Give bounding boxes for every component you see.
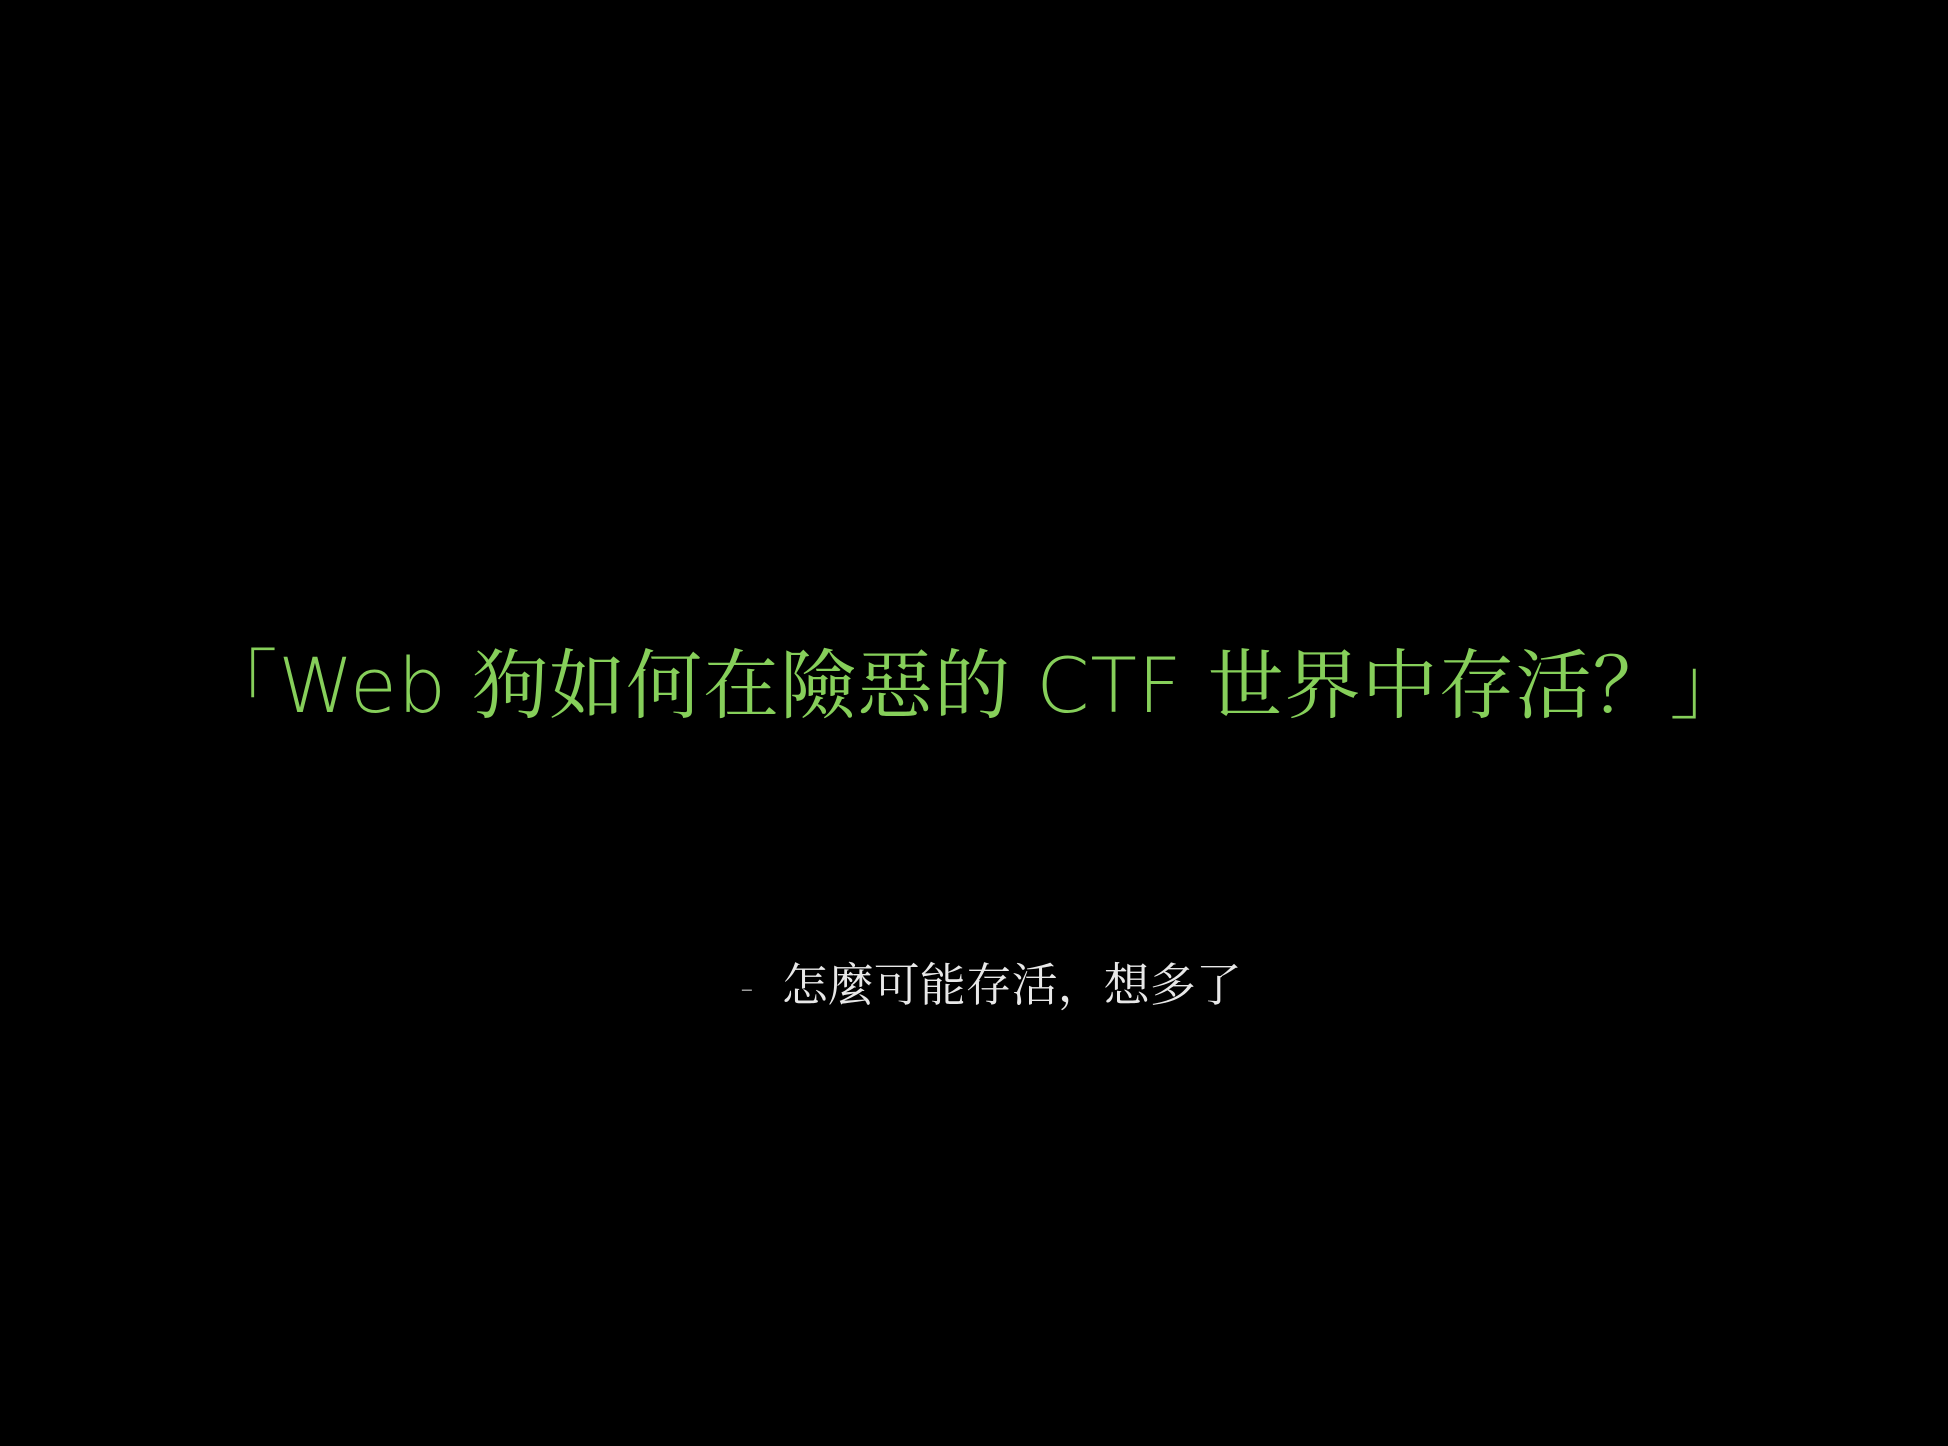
subtitle-dash: - bbox=[740, 966, 754, 1010]
slide-title: 「Web 狗如何在險惡的 CTF 世界中存活？」 bbox=[201, 641, 1747, 730]
subtitle-text: 怎麼可能存活，想多了 bbox=[781, 958, 1242, 1012]
slide-subtitle bbox=[740, 958, 1242, 1013]
